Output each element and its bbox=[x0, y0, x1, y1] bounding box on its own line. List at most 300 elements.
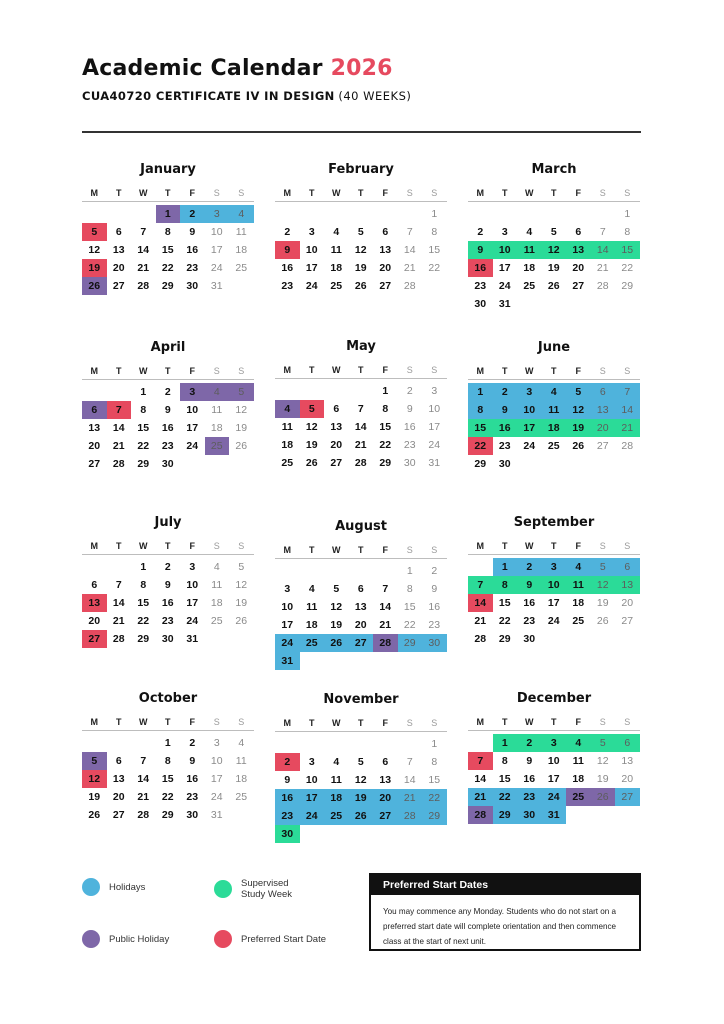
day-cell: 4 bbox=[566, 558, 591, 576]
day-cell: 27 bbox=[112, 809, 125, 821]
legend-label-public-holiday: Public Holiday bbox=[109, 933, 170, 945]
day-cell: 14 bbox=[112, 422, 125, 434]
day-cell: 7 bbox=[357, 403, 364, 415]
day-cell: 28 bbox=[137, 809, 150, 821]
weekday-header bbox=[468, 716, 640, 731]
day-cell: 4 bbox=[229, 205, 254, 223]
day-cell: 28 bbox=[398, 807, 423, 825]
weekday-header bbox=[275, 187, 447, 202]
day-cell: 3 bbox=[542, 558, 567, 576]
day-cell: 30 bbox=[275, 825, 300, 843]
title-text: Academic Calendar bbox=[82, 56, 323, 81]
day-cell: 5 bbox=[82, 223, 107, 241]
weekday-label: W bbox=[525, 366, 534, 376]
day-cell: 12 bbox=[235, 579, 248, 591]
month-july bbox=[82, 514, 254, 648]
day-cell: 10 bbox=[305, 774, 318, 786]
day-cell: 29 bbox=[398, 634, 423, 652]
day-cell: 9 bbox=[517, 576, 542, 594]
day-cell: 23 bbox=[498, 440, 511, 452]
day-cell: 15 bbox=[137, 597, 150, 609]
day-grid bbox=[82, 734, 254, 824]
day-cell: 12 bbox=[354, 774, 367, 786]
weekday-label: S bbox=[406, 545, 413, 555]
weekday-header bbox=[82, 365, 254, 380]
day-cell: 26 bbox=[547, 280, 560, 292]
day-grid bbox=[82, 205, 254, 295]
day-cell: 15 bbox=[403, 601, 416, 613]
day-cell: 2 bbox=[275, 753, 300, 771]
day-cell: 24 bbox=[498, 280, 511, 292]
empty-day-cell bbox=[324, 205, 349, 223]
day-cell: 2 bbox=[517, 558, 542, 576]
day-cell: 6 bbox=[82, 401, 107, 419]
day-cell: 24 bbox=[428, 439, 441, 451]
day-cell: 14 bbox=[112, 597, 125, 609]
day-cell: 31 bbox=[428, 457, 441, 469]
month-march bbox=[468, 161, 640, 313]
day-cell: 11 bbox=[211, 579, 223, 591]
day-cell: 16 bbox=[493, 419, 518, 437]
month-august bbox=[275, 518, 447, 670]
day-cell: 8 bbox=[493, 576, 518, 594]
day-cell: 1 bbox=[431, 738, 438, 750]
day-cell: 3 bbox=[180, 383, 205, 401]
weekday-label: T bbox=[116, 188, 122, 198]
day-cell: 4 bbox=[526, 226, 533, 238]
day-cell: 5 bbox=[229, 383, 254, 401]
month-name: December bbox=[516, 691, 592, 706]
empty-day-cell bbox=[542, 205, 567, 223]
day-cell: 13 bbox=[354, 601, 367, 613]
day-cell: 11 bbox=[281, 421, 293, 433]
day-cell: 11 bbox=[330, 244, 342, 256]
legend-item-public-holiday bbox=[82, 930, 189, 948]
weekday-label: T bbox=[502, 188, 508, 198]
day-cell: 10 bbox=[517, 401, 542, 419]
day-cell: 16 bbox=[186, 244, 199, 256]
weekday-label: T bbox=[165, 541, 171, 551]
day-cell: 17 bbox=[210, 773, 223, 785]
day-cell: 27 bbox=[373, 807, 398, 825]
day-cell: 13 bbox=[88, 422, 101, 434]
day-cell: 3 bbox=[542, 734, 567, 752]
weekday-label: M bbox=[476, 366, 484, 376]
day-cell: 10 bbox=[186, 579, 199, 591]
day-cell: 3 bbox=[308, 226, 315, 238]
day-cell: 24 bbox=[523, 440, 536, 452]
day-cell: 27 bbox=[112, 280, 125, 292]
day-cell: 27 bbox=[88, 458, 101, 470]
day-cell: 14 bbox=[474, 773, 487, 785]
day-cell: 22 bbox=[161, 262, 174, 274]
month-name: June bbox=[537, 340, 571, 355]
empty-day-cell bbox=[493, 205, 518, 223]
day-cell: 21 bbox=[474, 615, 487, 627]
day-cell: 8 bbox=[501, 755, 508, 767]
weekday-label: S bbox=[599, 541, 606, 551]
day-cell: 12 bbox=[354, 244, 367, 256]
weekday-label: T bbox=[358, 188, 364, 198]
day-cell: 25 bbox=[210, 615, 223, 627]
day-cell: 10 bbox=[428, 403, 441, 415]
day-cell: 20 bbox=[112, 791, 125, 803]
weekday-label: S bbox=[213, 366, 220, 376]
title-year: 2026 bbox=[330, 56, 393, 81]
day-cell: 22 bbox=[493, 788, 518, 806]
weekday-label: M bbox=[90, 366, 98, 376]
day-cell: 1 bbox=[140, 386, 147, 398]
legend-label-supervised-study-week: Supervised Study Week bbox=[241, 878, 293, 900]
day-cell: 9 bbox=[468, 241, 493, 259]
empty-day-cell bbox=[300, 205, 325, 223]
day-cell: 19 bbox=[330, 619, 343, 631]
day-cell: 19 bbox=[88, 791, 101, 803]
day-cell: 16 bbox=[428, 601, 441, 613]
day-cell: 4 bbox=[275, 400, 300, 418]
month-september bbox=[468, 514, 640, 648]
day-cell: 20 bbox=[591, 419, 616, 437]
day-cell: 4 bbox=[205, 383, 230, 401]
day-cell: 27 bbox=[572, 280, 585, 292]
day-cell: 18 bbox=[210, 422, 223, 434]
day-cell: 24 bbox=[210, 791, 223, 803]
day-cell: 2 bbox=[164, 386, 171, 398]
weekday-label: T bbox=[309, 365, 315, 375]
month-name: March bbox=[531, 162, 577, 177]
weekday-label: W bbox=[525, 717, 534, 727]
weekday-label: F bbox=[189, 366, 195, 376]
day-cell: 21 bbox=[354, 439, 367, 451]
empty-day-cell bbox=[398, 205, 423, 223]
weekday-label: F bbox=[575, 188, 581, 198]
month-name: October bbox=[138, 691, 198, 706]
day-cell: 14 bbox=[137, 244, 150, 256]
day-cell: 22 bbox=[621, 262, 634, 274]
day-cell: 7 bbox=[140, 755, 147, 767]
day-cell: 15 bbox=[428, 244, 441, 256]
day-cell: 28 bbox=[137, 280, 150, 292]
month-february bbox=[275, 161, 447, 295]
weekday-label: F bbox=[382, 545, 388, 555]
day-cell: 13 bbox=[330, 421, 343, 433]
weekday-label: M bbox=[90, 188, 98, 198]
empty-day-cell bbox=[300, 382, 325, 400]
day-cell: 11 bbox=[566, 576, 591, 594]
weekday-label: S bbox=[599, 366, 606, 376]
weekday-header bbox=[82, 716, 254, 731]
weekday-label: S bbox=[406, 365, 413, 375]
day-cell: 23 bbox=[281, 280, 294, 292]
day-cell: 17 bbox=[186, 597, 199, 609]
legend-item-preferred-start-date bbox=[214, 930, 351, 948]
day-cell: 6 bbox=[357, 583, 364, 595]
month-name: February bbox=[328, 162, 394, 177]
day-cell: 2 bbox=[477, 226, 484, 238]
day-cell: 20 bbox=[373, 789, 398, 807]
day-cell: 9 bbox=[164, 404, 171, 416]
weekday-header bbox=[275, 544, 447, 559]
day-cell: 15 bbox=[498, 597, 511, 609]
day-cell: 23 bbox=[275, 807, 300, 825]
month-january bbox=[82, 161, 254, 295]
empty-day-cell bbox=[373, 562, 398, 580]
day-cell: 26 bbox=[324, 634, 349, 652]
weekday-header bbox=[468, 540, 640, 555]
day-cell: 7 bbox=[468, 576, 493, 594]
weekday-label: M bbox=[476, 717, 484, 727]
day-cell: 20 bbox=[88, 615, 101, 627]
day-cell: 29 bbox=[137, 633, 150, 645]
day-cell: 26 bbox=[349, 807, 374, 825]
day-cell: 18 bbox=[572, 773, 585, 785]
weekday-label: F bbox=[189, 717, 195, 727]
weekday-label: W bbox=[332, 188, 341, 198]
month-name: April bbox=[150, 340, 186, 355]
day-cell: 29 bbox=[493, 806, 518, 824]
day-cell: 3 bbox=[284, 583, 291, 595]
empty-day-cell bbox=[82, 205, 107, 223]
weekday-label: T bbox=[116, 366, 122, 376]
day-cell: 6 bbox=[615, 734, 640, 752]
day-cell: 23 bbox=[474, 280, 487, 292]
day-cell: 7 bbox=[140, 226, 147, 238]
day-cell: 1 bbox=[493, 558, 518, 576]
day-cell: 24 bbox=[210, 262, 223, 274]
day-cell: 29 bbox=[498, 633, 511, 645]
weekday-label: T bbox=[551, 541, 557, 551]
supervised-study-week-swatch-icon bbox=[214, 880, 232, 898]
empty-day-cell bbox=[131, 205, 156, 223]
day-cell: 19 bbox=[349, 789, 374, 807]
month-december bbox=[468, 690, 640, 824]
weekday-label: M bbox=[283, 545, 291, 555]
day-cell: 31 bbox=[275, 652, 300, 670]
day-cell: 4 bbox=[333, 226, 340, 238]
weekday-label: M bbox=[476, 188, 484, 198]
day-cell: 13 bbox=[615, 576, 640, 594]
day-cell: 24 bbox=[186, 615, 199, 627]
day-cell: 19 bbox=[596, 773, 609, 785]
month-name: May bbox=[346, 339, 376, 354]
weekday-label: T bbox=[551, 717, 557, 727]
day-cell: 6 bbox=[333, 403, 340, 415]
day-grid bbox=[468, 558, 640, 648]
empty-day-cell bbox=[300, 735, 325, 753]
empty-day-cell bbox=[275, 735, 300, 753]
day-cell: 23 bbox=[161, 440, 174, 452]
day-cell: 18 bbox=[281, 439, 294, 451]
day-cell: 4 bbox=[308, 583, 315, 595]
day-cell: 23 bbox=[161, 615, 174, 627]
day-cell: 18 bbox=[210, 597, 223, 609]
day-cell: 14 bbox=[379, 601, 392, 613]
empty-day-cell bbox=[349, 735, 374, 753]
weekday-label: S bbox=[213, 541, 220, 551]
day-cell: 11 bbox=[211, 404, 223, 416]
day-cell: 19 bbox=[596, 597, 609, 609]
day-cell: 10 bbox=[493, 241, 518, 259]
empty-day-cell bbox=[349, 205, 374, 223]
day-cell: 19 bbox=[547, 262, 560, 274]
day-cell: 9 bbox=[526, 755, 533, 767]
day-cell: 15 bbox=[615, 241, 640, 259]
weekday-label: T bbox=[309, 545, 315, 555]
weekday-label: S bbox=[431, 365, 438, 375]
day-cell: 1 bbox=[156, 205, 181, 223]
day-cell: 15 bbox=[468, 419, 493, 437]
day-cell: 2 bbox=[164, 561, 171, 573]
day-cell: 25 bbox=[523, 280, 536, 292]
day-cell: 9 bbox=[284, 774, 291, 786]
day-cell: 31 bbox=[498, 298, 511, 310]
day-cell: 24 bbox=[542, 788, 567, 806]
day-cell: 13 bbox=[82, 594, 107, 612]
legend-item-supervised-study-week bbox=[214, 878, 303, 900]
day-cell: 28 bbox=[112, 633, 125, 645]
weekday-label: T bbox=[358, 365, 364, 375]
weekday-label: M bbox=[283, 718, 291, 728]
weekday-label: S bbox=[406, 718, 413, 728]
day-cell: 2 bbox=[180, 205, 205, 223]
day-cell: 4 bbox=[333, 756, 340, 768]
day-cell: 14 bbox=[403, 774, 416, 786]
weekday-label: S bbox=[431, 545, 438, 555]
day-cell: 1 bbox=[493, 734, 518, 752]
empty-day-cell bbox=[275, 562, 300, 580]
weekday-label: T bbox=[165, 188, 171, 198]
holidays-swatch-icon bbox=[82, 878, 100, 896]
day-cell: 8 bbox=[382, 403, 389, 415]
day-cell: 15 bbox=[379, 421, 392, 433]
day-cell: 31 bbox=[186, 633, 199, 645]
month-may bbox=[275, 338, 447, 472]
day-cell: 7 bbox=[115, 579, 122, 591]
day-cell: 31 bbox=[210, 280, 223, 292]
weekday-label: W bbox=[139, 541, 148, 551]
day-cell: 9 bbox=[164, 579, 171, 591]
day-cell: 8 bbox=[140, 404, 147, 416]
weekday-label: S bbox=[624, 717, 631, 727]
day-cell: 22 bbox=[379, 439, 392, 451]
weekday-label: S bbox=[238, 188, 245, 198]
day-cell: 10 bbox=[305, 244, 318, 256]
empty-day-cell bbox=[324, 562, 349, 580]
day-cell: 8 bbox=[140, 579, 147, 591]
day-cell: 20 bbox=[572, 262, 585, 274]
weekday-label: M bbox=[283, 188, 291, 198]
empty-day-cell bbox=[468, 558, 493, 576]
month-name: September bbox=[513, 515, 595, 530]
empty-day-cell bbox=[468, 734, 493, 752]
legend-label-preferred-start-date: Preferred Start Date bbox=[241, 933, 327, 945]
weekday-label: T bbox=[502, 366, 508, 376]
day-grid bbox=[275, 382, 447, 472]
empty-day-cell bbox=[82, 383, 107, 401]
weekday-label: T bbox=[502, 717, 508, 727]
day-cell: 11 bbox=[330, 774, 342, 786]
day-cell: 25 bbox=[324, 807, 349, 825]
day-cell: 4 bbox=[566, 734, 591, 752]
weekday-label: F bbox=[189, 541, 195, 551]
day-cell: 28 bbox=[112, 458, 125, 470]
day-cell: 7 bbox=[382, 583, 389, 595]
weekday-label: S bbox=[238, 541, 245, 551]
weekday-header bbox=[275, 364, 447, 379]
day-cell: 30 bbox=[517, 806, 542, 824]
weekday-label: F bbox=[382, 718, 388, 728]
day-cell: 21 bbox=[615, 419, 640, 437]
day-cell: 13 bbox=[379, 244, 392, 256]
day-cell: 11 bbox=[572, 755, 584, 767]
day-cell: 13 bbox=[621, 755, 634, 767]
day-cell: 22 bbox=[428, 262, 441, 274]
day-cell: 24 bbox=[300, 807, 325, 825]
weekday-label: S bbox=[599, 717, 606, 727]
day-cell: 18 bbox=[235, 244, 248, 256]
day-cell: 6 bbox=[382, 756, 389, 768]
day-cell: 13 bbox=[591, 401, 616, 419]
day-cell: 3 bbox=[517, 383, 542, 401]
day-cell: 27 bbox=[349, 634, 374, 652]
day-cell: 26 bbox=[591, 788, 616, 806]
day-cell: 22 bbox=[137, 440, 150, 452]
empty-day-cell bbox=[324, 382, 349, 400]
day-cell: 6 bbox=[382, 226, 389, 238]
weekday-label: T bbox=[116, 541, 122, 551]
day-cell: 14 bbox=[468, 594, 493, 612]
page-subtitle bbox=[82, 89, 411, 103]
day-cell: 30 bbox=[422, 634, 447, 652]
day-cell: 6 bbox=[115, 226, 122, 238]
weekday-header bbox=[275, 717, 447, 732]
day-cell: 29 bbox=[161, 280, 174, 292]
day-cell: 8 bbox=[164, 226, 171, 238]
day-cell: 5 bbox=[566, 383, 591, 401]
weekday-label: T bbox=[551, 366, 557, 376]
day-cell: 30 bbox=[186, 809, 199, 821]
weekday-label: S bbox=[599, 188, 606, 198]
day-cell: 15 bbox=[137, 422, 150, 434]
day-cell: 12 bbox=[330, 601, 343, 613]
day-cell: 8 bbox=[406, 583, 413, 595]
legend bbox=[80, 875, 365, 955]
day-cell: 14 bbox=[403, 244, 416, 256]
day-cell: 6 bbox=[591, 383, 616, 401]
legend-label-holidays: Holidays bbox=[109, 881, 146, 893]
day-grid bbox=[468, 383, 640, 473]
day-cell: 31 bbox=[210, 809, 223, 821]
weekday-label: T bbox=[309, 718, 315, 728]
weekday-label: S bbox=[238, 366, 245, 376]
day-cell: 11 bbox=[517, 241, 542, 259]
day-cell: 30 bbox=[161, 458, 174, 470]
day-cell: 26 bbox=[572, 440, 585, 452]
day-cell: 26 bbox=[88, 809, 101, 821]
day-cell: 12 bbox=[542, 241, 567, 259]
weekday-label: T bbox=[358, 718, 364, 728]
preferred-start-dates-box bbox=[369, 873, 641, 951]
day-cell: 21 bbox=[398, 789, 423, 807]
day-cell: 21 bbox=[596, 262, 609, 274]
day-cell: 8 bbox=[468, 401, 493, 419]
month-name: November bbox=[323, 692, 399, 707]
day-grid bbox=[275, 735, 447, 843]
day-cell: 19 bbox=[354, 262, 367, 274]
day-cell: 26 bbox=[354, 280, 367, 292]
day-cell: 25 bbox=[566, 788, 591, 806]
weekday-label: F bbox=[382, 188, 388, 198]
